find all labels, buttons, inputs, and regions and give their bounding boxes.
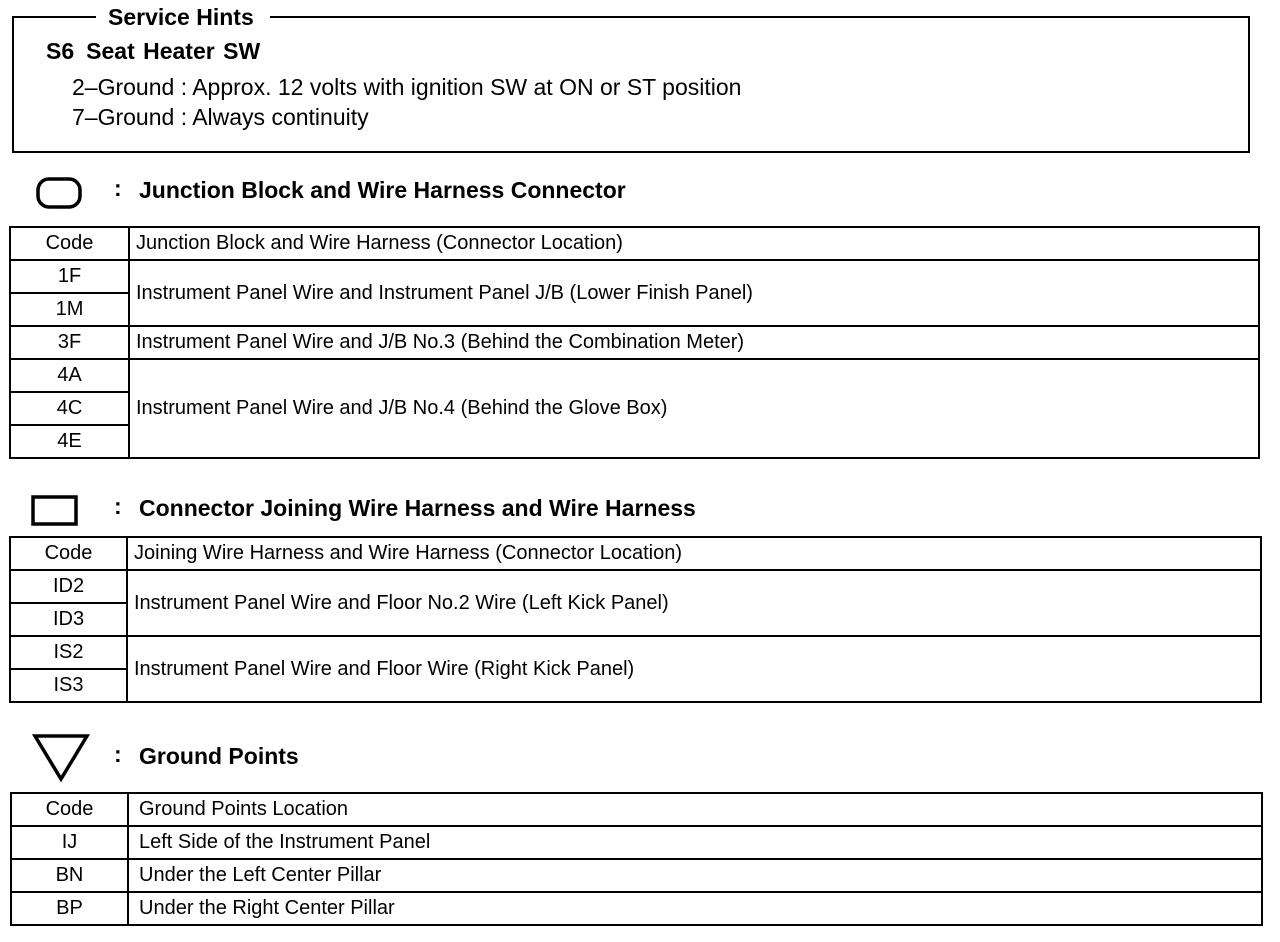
component-heading [46,38,260,65]
location-cell: Instrument Panel Wire and Floor Wire (Right Kick Panel) [127,636,1261,702]
code-cell: 4A [10,359,129,392]
junction-section-header [0,172,1280,212]
location-cell: Instrument Panel Wire and Instrument Panel J/B (Lower Finish Panel) [129,260,1259,326]
table-row [10,359,1259,392]
hint-line-2: 7–Ground : Always continuity [72,104,369,130]
junction-section-title: Junction Block and Wire Harness Connector [139,177,626,203]
junction-table [9,226,1260,459]
header-desc: Joining Wire Harness and Wire Harness (Connector Location) [127,537,1261,570]
code-cell: BN [11,859,128,892]
table-header-row [10,537,1261,570]
code-cell: BP [11,892,128,925]
code-cell: IJ [11,826,128,859]
header-code: Code [10,537,127,570]
header-code: Code [11,793,128,826]
component-code: S6 [46,38,75,64]
table-row [10,570,1261,603]
code-cell: 4C [10,392,129,425]
location-cell: Instrument Panel Wire and J/B No.4 (Behind the Glove Box) [129,359,1259,458]
location-cell: Left Side of the Instrument Panel [128,826,1262,859]
location-cell: Under the Right Center Pillar [128,892,1262,925]
table-header-row [11,793,1262,826]
location-cell: Instrument Panel Wire and Floor No.2 Wire (Left Kick Panel) [127,570,1261,636]
service-hints-title: Service Hints [96,3,270,31]
ground-section-title: Ground Points [139,743,299,769]
code-cell: 1F [10,260,129,293]
location-cell: Under the Left Center Pillar [128,859,1262,892]
header-desc: Junction Block and Wire Harness (Connector Location) [129,227,1259,260]
junction-section-colon: : [114,175,122,201]
joining-section-header [0,490,1280,530]
code-cell: ID2 [10,570,127,603]
table-row [11,859,1262,892]
hint-line-1: 2–Ground : Approx. 12 volts with ignition SW at ON or ST position [72,74,742,100]
ground-section-header [0,733,1280,773]
code-cell: 4E [10,425,129,458]
rectangle-icon [31,495,79,527]
header-desc: Ground Points Location [128,793,1262,826]
header-code: Code [10,227,129,260]
table-header-row [10,227,1259,260]
joining-section-title: Connector Joining Wire Harness and Wire Harness [139,495,696,521]
ground-table [10,792,1263,926]
table-row [10,326,1259,359]
location-cell: Instrument Panel Wire and J/B No.3 (Behind the Combination Meter) [129,326,1259,359]
inverted-triangle-icon [32,733,90,783]
ground-section-colon: : [114,741,122,767]
service-hints-box [12,4,1250,153]
code-cell: IS3 [10,669,127,702]
component-name: Seat Heater SW [86,38,261,64]
table-row [10,636,1261,669]
code-cell: 1M [10,293,129,326]
code-cell: 3F [10,326,129,359]
code-cell: ID3 [10,603,127,636]
table-row [10,260,1259,293]
code-cell: IS2 [10,636,127,669]
table-row [11,892,1262,925]
table-row [11,826,1262,859]
joining-section-colon: : [114,493,122,519]
joining-table [9,536,1262,703]
rounded-rect-icon [36,177,82,209]
